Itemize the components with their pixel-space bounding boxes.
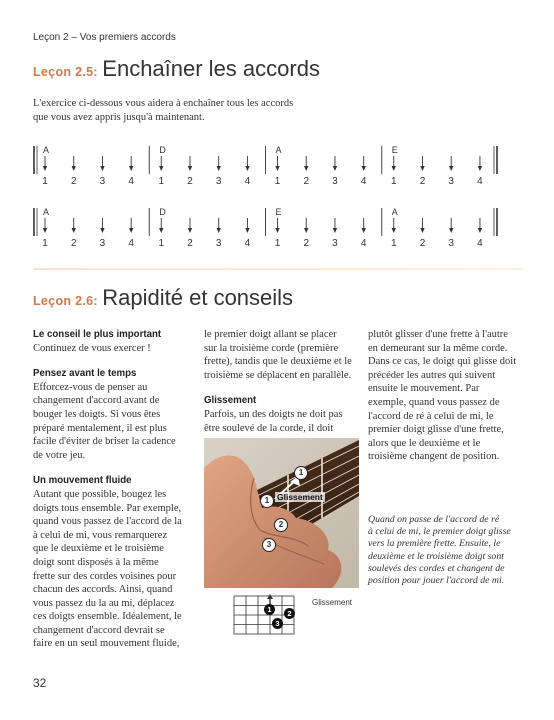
- lesson-number: Leçon 2.6:: [33, 294, 98, 308]
- paragraph-line: changement d'accord avant de: [33, 395, 160, 407]
- paragraph-line: plutôt glisser d'une frette à l'autre: [368, 329, 508, 340]
- strum-arrow-head: [72, 228, 76, 233]
- beat-number: 4: [477, 238, 483, 249]
- intro-line: que vous avez appris jusqu'à maintenant.: [33, 111, 205, 123]
- strum-arrow-head: [100, 228, 104, 233]
- paragraph-line: premier doigt glisse d'une frette,: [368, 424, 504, 436]
- text-column-3: [368, 328, 518, 464]
- beat-number: 4: [128, 238, 134, 249]
- beat-number: 1: [158, 176, 165, 187]
- paragraph-line: être soulevé de la corde, il doit: [204, 422, 334, 434]
- caption-line: à celui de mi, le premier doigt glisse: [368, 526, 511, 538]
- diagram-label: Glissement: [312, 598, 353, 607]
- beat-number: 4: [244, 238, 251, 249]
- chord-label: A: [391, 207, 398, 217]
- strum-arrow-head: [72, 166, 76, 171]
- hand-on-fretboard-photo: [204, 438, 359, 588]
- finger-dot: 2: [284, 608, 295, 619]
- paragraph-line: frette sur des cordes voisines pour: [33, 570, 177, 582]
- beat-number: 1: [274, 238, 281, 249]
- lesson-title: Rapidité et conseils: [102, 285, 294, 310]
- strum-arrow-head: [361, 228, 365, 233]
- lesson-number: Leçon 2.5:: [33, 65, 98, 79]
- beat-number: 2: [419, 238, 426, 249]
- paragraph-line: l'accord de ré à celui de mi, le: [368, 410, 494, 422]
- paragraph-line: troisième changent de position.: [368, 451, 500, 463]
- beat-number: 3: [99, 238, 106, 249]
- beat-number: 4: [244, 176, 251, 187]
- finger-dot: 1: [264, 604, 275, 615]
- beat-number: 1: [390, 238, 397, 249]
- strum-arrow-head: [275, 166, 279, 171]
- strum-arrow-head: [361, 166, 365, 171]
- subheading: Le conseil le plus important: [33, 329, 162, 340]
- beat-number: 3: [448, 176, 454, 187]
- paragraph-line: bouger les doigts. Si vous êtes: [33, 408, 161, 420]
- photo-label: Glissement: [277, 492, 323, 502]
- caption-line: Quand on passe de l'accord de ré: [368, 514, 500, 525]
- finger-number-marker: 2: [274, 518, 288, 532]
- chord-label: D: [159, 207, 166, 217]
- finger-dot: 3: [272, 618, 283, 629]
- strum-arrow-head: [217, 228, 221, 233]
- strum-arrow-head: [420, 166, 424, 171]
- lesson-2-6-heading: [33, 285, 293, 311]
- subheading: Un mouvement fluide: [33, 475, 132, 487]
- subheading: Pensez avant le temps: [33, 368, 137, 380]
- paragraph-line: que le deuxième et le troisième: [33, 543, 164, 555]
- beat-number: 2: [303, 176, 310, 187]
- beat-number: 3: [332, 176, 338, 187]
- strum-arrow-head: [245, 228, 249, 233]
- strum-arrow-head: [43, 166, 47, 171]
- beat-number: 2: [187, 238, 193, 249]
- caption-line: position pour jouer l'accord de mi.: [368, 575, 505, 587]
- paragraph-line: précéder les autres qui suivent: [368, 369, 496, 381]
- strum-arrow-head: [449, 166, 453, 171]
- chord-label: A: [275, 145, 282, 155]
- beat-number: 1: [274, 176, 281, 187]
- chord-label: D: [159, 145, 166, 155]
- paragraph-line: alors que le deuxième et le: [368, 437, 481, 449]
- paragraph-line: exemple, quand vous passez de: [368, 396, 500, 408]
- beat-number: 2: [70, 238, 77, 249]
- strum-arrow-head: [304, 166, 308, 171]
- strum-arrow-head: [420, 228, 424, 233]
- finger-number-marker: 3: [262, 538, 276, 552]
- chord-label: E: [275, 207, 282, 217]
- beat-number: 3: [448, 238, 454, 249]
- subheading: Glissement: [204, 395, 257, 407]
- paragraph-line: à celui de mi, vous remarquerez: [33, 529, 168, 541]
- beat-number: 1: [390, 176, 397, 187]
- strum-arrow-head: [188, 166, 192, 171]
- paragraph-line: chacun des accords. Ainsi, quand: [33, 584, 173, 596]
- paragraph-line: de votre jeu.: [33, 449, 86, 461]
- finger-number-marker: 1: [294, 466, 308, 480]
- strum-arrow-head: [217, 166, 221, 171]
- strum-arrow-head: [43, 228, 47, 233]
- intro-line: L'exercice ci-dessous vous aidera à enchaîner tous les accords: [33, 98, 294, 109]
- strum-arrow-head: [100, 166, 104, 171]
- beat-number: 3: [215, 176, 222, 187]
- section-divider: [33, 268, 523, 270]
- finger-number-marker: 1: [260, 494, 274, 508]
- paragraph-line: vous passez du la au mi, déplacez: [33, 597, 175, 609]
- paragraph-line: Efforcez-vous de penser au: [33, 381, 148, 393]
- paragraph-line: sur la troisième corde (première: [204, 342, 339, 354]
- caption-line: deuxième et le troisième doigt sont: [368, 550, 504, 562]
- beat-number: 2: [419, 176, 426, 187]
- strum-arrow-head: [159, 228, 163, 233]
- chord-label: A: [43, 145, 50, 155]
- beat-number: 2: [303, 238, 310, 249]
- strum-arrow-head: [304, 228, 308, 233]
- caption-line: vers la première frette. Ensuite, le: [368, 538, 501, 550]
- lesson-title: Enchaîner les accords: [102, 56, 320, 81]
- paragraph-line: Dans ce cas, le doigt qui glisse doit: [368, 356, 517, 368]
- lesson-intro: [33, 97, 303, 124]
- paragraph-line: ensuite le mouvement. Par: [368, 383, 480, 395]
- beat-number: 2: [70, 176, 77, 187]
- paragraph-line: doigts tous ensemble. Par exemple,: [33, 502, 182, 514]
- beat-number: 1: [42, 176, 48, 187]
- paragraph-line: Continuez de vous exercer !: [33, 342, 151, 354]
- paragraph-line: le premier doigt allant se placer: [204, 329, 337, 340]
- paragraph-line: changement d'accord devrait se: [33, 624, 165, 636]
- beat-number: 3: [215, 238, 222, 249]
- strum-arrow-head: [129, 228, 133, 233]
- strum-arrow-head: [478, 166, 482, 171]
- strum-arrow-head: [245, 166, 249, 171]
- paragraph-line: facile d'éviter de briser la cadence: [33, 436, 176, 448]
- lesson-2-5-heading: [33, 56, 320, 82]
- beat-number: 1: [158, 238, 165, 249]
- beat-number: 4: [360, 238, 367, 249]
- paragraph-line: ces doigts ensemble. Idéalement, le: [33, 611, 182, 623]
- paragraph-line: frette), tandis que le deuxième et le: [204, 356, 352, 368]
- beat-number: 4: [128, 176, 134, 187]
- paragraph-line: Parfois, un des doigts ne doit pas: [204, 408, 343, 420]
- beat-number: 2: [187, 176, 193, 187]
- strum-arrow-head: [392, 166, 396, 171]
- strum-arrow-head: [159, 166, 163, 171]
- paragraph-line: Autant que possible, bougez les: [33, 488, 167, 500]
- chord-diagram: [228, 594, 358, 638]
- beat-number: 4: [360, 176, 367, 187]
- strum-arrow-head: [478, 228, 482, 233]
- chord-label: A: [43, 207, 50, 217]
- beat-number: 3: [99, 176, 106, 187]
- paragraph-line: faire en un seul mouvement fluide,: [33, 638, 180, 650]
- strum-arrow-head: [129, 166, 133, 171]
- paragraph-line: en demeurant sur la même corde.: [368, 342, 508, 354]
- paragraph-line: quand vous passez de l'accord de la: [33, 516, 182, 528]
- strum-arrow-head: [188, 228, 192, 233]
- text-column-2: [204, 328, 354, 435]
- exercise-staff-row-1: [33, 144, 498, 186]
- beat-number: 3: [332, 238, 338, 249]
- strum-arrow-head: [392, 228, 396, 233]
- running-header: Leçon 2 – Vos premiers accords: [33, 32, 176, 43]
- beat-number: 4: [477, 176, 483, 187]
- paragraph-line: troisième se déplacent en parallèle.: [204, 369, 352, 381]
- chord-label: E: [391, 145, 398, 155]
- paragraph-line: préparé mentalement, il est plus: [33, 422, 167, 434]
- strum-arrow-head: [275, 228, 279, 233]
- text-column-1: [33, 328, 183, 651]
- strum-arrow-head: [333, 166, 337, 171]
- paragraph-line: doigt sont disposés à la même: [33, 556, 159, 568]
- beat-number: 1: [42, 238, 48, 249]
- figure-caption: [368, 514, 518, 587]
- caption-line: soulevés des cordes et changent de: [368, 562, 505, 574]
- exercise-staff-row-2: [33, 206, 498, 248]
- strum-arrow-head: [333, 228, 337, 233]
- strum-arrow-head: [449, 228, 453, 233]
- page-number: 32: [33, 676, 47, 690]
